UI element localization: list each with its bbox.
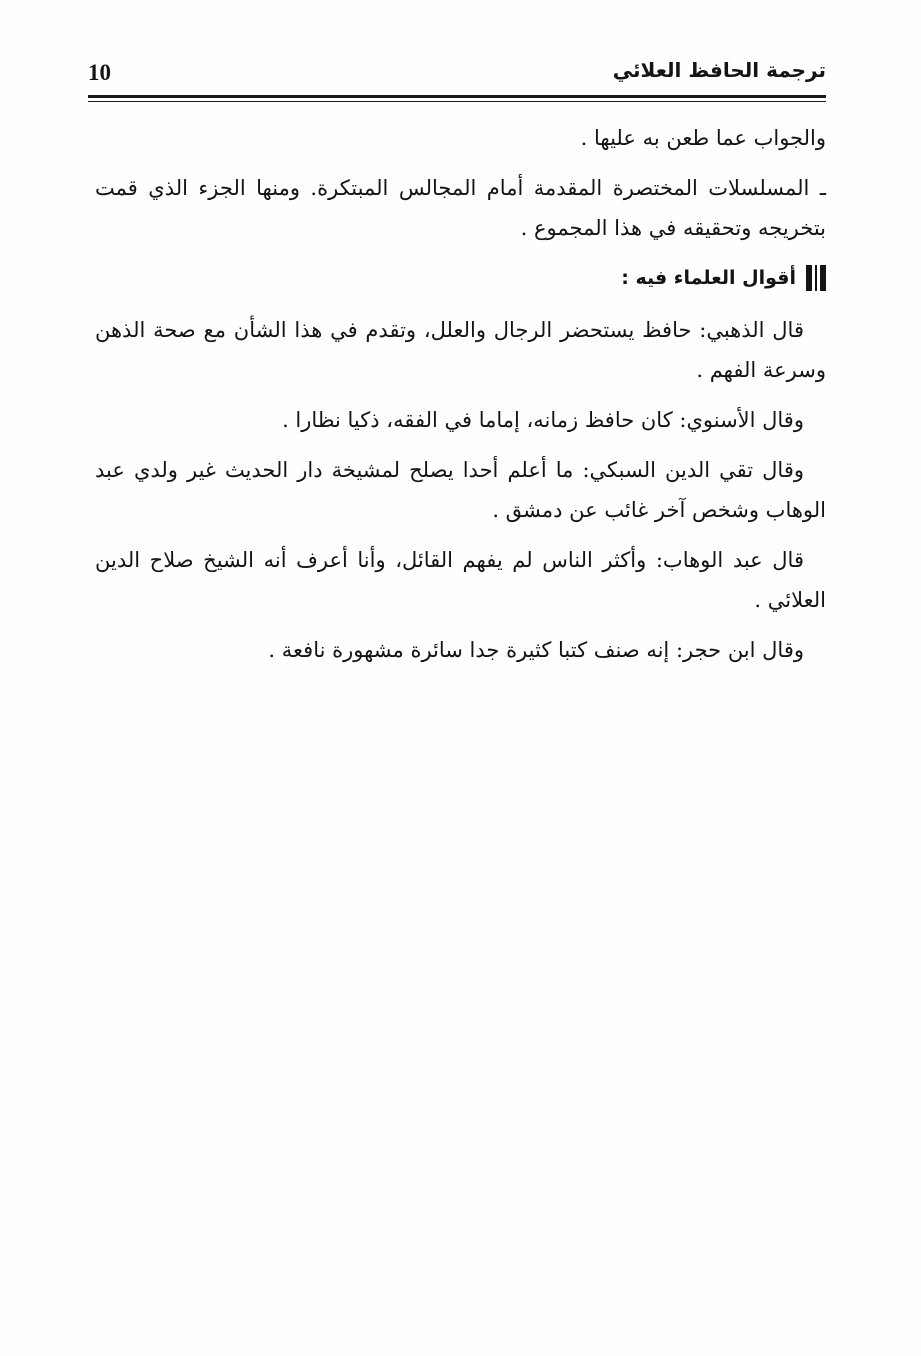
- page-body: [95, 118, 826, 680]
- header-rule-thin: [88, 101, 826, 102]
- paragraph: وقال الأسنوي: كان حافظ زمانه، إماما في الفقه، ذكيا نظارا .: [282, 408, 804, 432]
- paragraph: وقال ابن حجر: إنه صنف كتبا كثيرة جدا سائرة مشهورة نافعة .: [268, 638, 804, 662]
- page-header: [88, 58, 826, 92]
- paragraph: قال عبد الوهاب: وأكثر الناس لم يفهم القائل، وأنا أعرف أنه الشيخ صلاح الدين العلائي .: [95, 548, 826, 612]
- section-heading-text: أقوال العلماء فيه :: [621, 267, 796, 289]
- running-title: ترجمة الحافظ العلائي: [612, 58, 826, 82]
- paragraph: والجواب عما طعن به عليها .: [580, 126, 826, 150]
- page-number: 10: [88, 60, 111, 85]
- header-rule-thick: [88, 95, 826, 98]
- paragraph: وقال تقي الدين السبكي: ما أعلم أحدا يصلح لمشيخة دار الحديث غير ولدي عبد الوهاب وشخص آخر غائب عن دمشق .: [95, 458, 826, 522]
- paragraph: ـ المسلسلات المختصرة المقدمة أمام المجالس المبتكرة. ومنها الجزء الذي قمت بتخريجه وتحقيقه في هذا المجموع .: [95, 176, 826, 240]
- heading-bars-icon: [806, 265, 826, 291]
- paragraph: قال الذهبي: حافظ يستحضر الرجال والعلل، وتقدم في هذا الشأن مع صحة الذهن وسرعة الفهم .: [95, 318, 826, 382]
- section-heading: [95, 258, 826, 298]
